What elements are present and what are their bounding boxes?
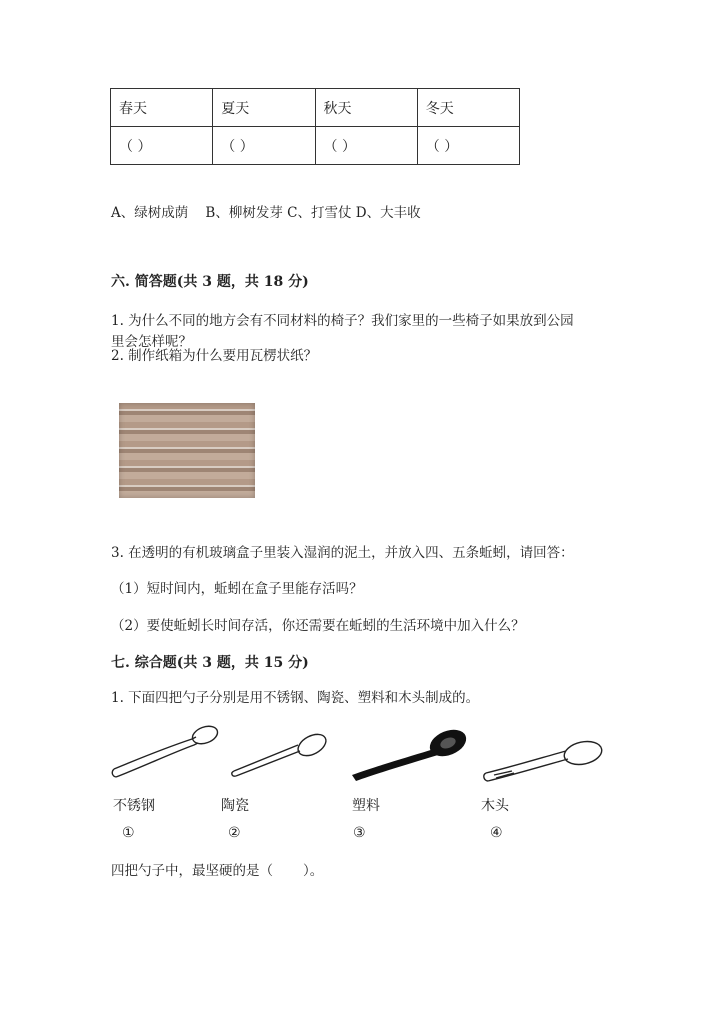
question-6-1-line1: 1. 为什么不同的地方会有不同材料的椅子？我们家里的一些椅子如果放到公园 <box>111 313 574 329</box>
spoon-label-ceramic: 陶瓷 <box>221 798 249 814</box>
question-6-3-sub2: （2）要使蚯蚓长时间存活，你还需要在蚯蚓的生活环境中加入什么？ <box>111 618 525 634</box>
plastic-spoon-icon <box>352 725 470 781</box>
season-table <box>110 88 520 165</box>
answer-blank[interactable]: （ ） <box>315 127 417 165</box>
section7-title: 七. 综合题(共 3 题，共 15 分) <box>111 655 309 671</box>
ceramic-spoon-icon <box>232 730 330 776</box>
question-6-1-line2: 里会怎样呢？ <box>111 334 192 350</box>
answer-options: A、绿树成荫 B、柳树发芽 C、打雪仗 D、大丰收 <box>111 205 421 221</box>
spoon-number-2: ② <box>228 825 241 841</box>
question-7-1-prompt: 四把勺子中，最坚硬的是（ ）。 <box>111 863 324 879</box>
question-7-1: 1. 下面四把勺子分别是用不锈钢、陶瓷、塑料和木头制成的。 <box>111 690 480 706</box>
spoon-number-3: ③ <box>353 825 366 841</box>
answer-blank[interactable]: （ ） <box>111 127 213 165</box>
spoon-label-stainless: 不锈钢 <box>113 798 155 814</box>
table-header-cell: 秋天 <box>315 89 417 127</box>
table-header-row <box>111 89 520 127</box>
stainless-spoon-icon <box>112 723 220 777</box>
section6-title: 六. 简答题(共 3 题，共 18 分) <box>111 274 309 290</box>
spoon-illustrations <box>108 715 608 790</box>
table-answer-row <box>111 127 520 165</box>
table-header-cell: 夏天 <box>213 89 315 127</box>
answer-blank[interactable]: （ ） <box>417 127 519 165</box>
question-6-3-sub1: （1）短时间内，蚯蚓在盒子里能存活吗？ <box>111 581 363 597</box>
spoon-number-4: ④ <box>490 825 503 841</box>
spoon-number-1: ① <box>122 825 135 841</box>
wooden-spoon-icon <box>484 738 604 781</box>
corrugated-cardboard-photo <box>119 403 255 498</box>
question-6-2: 2. 制作纸箱为什么要用瓦楞状纸？ <box>111 348 318 364</box>
question-6-3: 3. 在透明的有机玻璃盒子里装入湿润的泥土，并放入四、五条蚯蚓，请回答： <box>111 545 574 561</box>
table-header-cell: 春天 <box>111 89 213 127</box>
answer-blank[interactable]: （ ） <box>213 127 315 165</box>
table-header-cell: 冬天 <box>417 89 519 127</box>
spoon-label-plastic: 塑料 <box>352 798 380 814</box>
spoon-label-wood: 木头 <box>481 798 509 814</box>
